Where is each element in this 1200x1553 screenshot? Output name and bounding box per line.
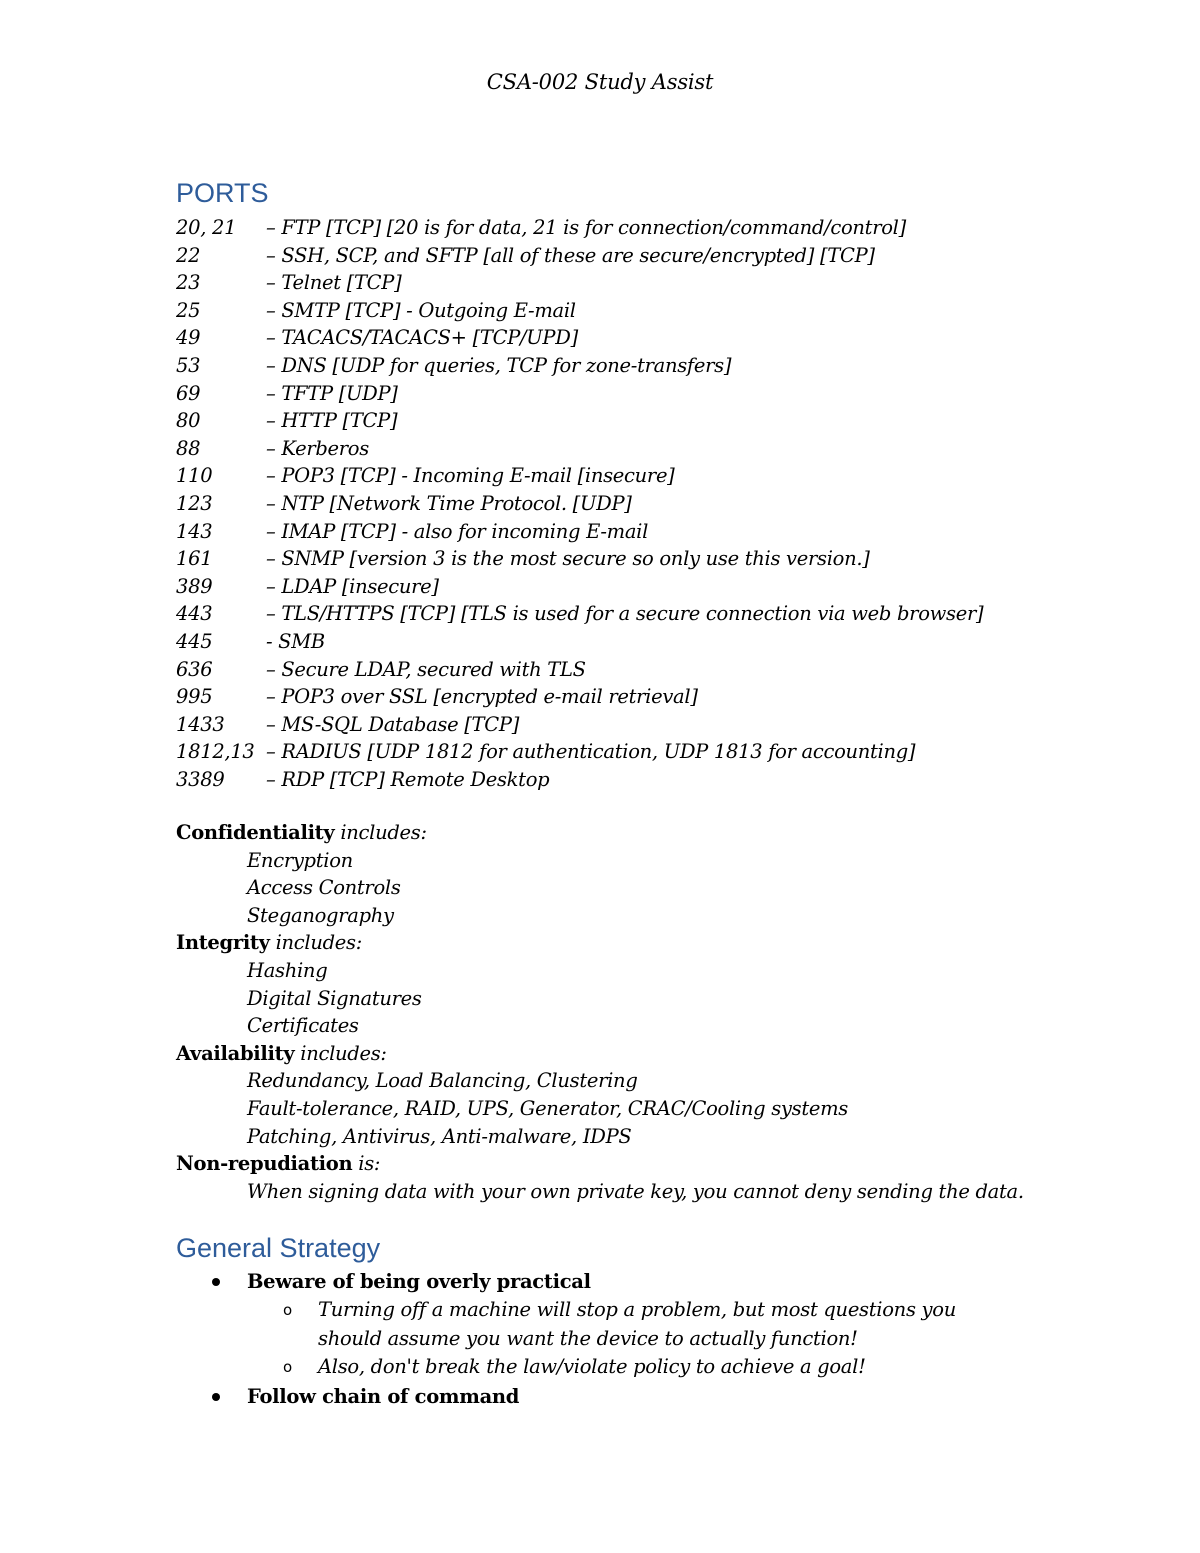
- bullet-dot-icon: [212, 1393, 220, 1401]
- cia-term: Availability: [176, 1041, 295, 1065]
- port-description: – IMAP [TCP] - also for incoming E-mail: [266, 519, 649, 543]
- cia-group-title: [176, 1150, 1076, 1178]
- port-row: [176, 269, 1056, 297]
- cia-group-title: [176, 1040, 1076, 1068]
- cia-term: Non-repudiation: [176, 1152, 353, 1176]
- strategy-list: [176, 1267, 1076, 1411]
- port-number: 22: [176, 243, 201, 267]
- port-description: - SMB: [266, 629, 325, 653]
- cia-term-suffix: includes:: [294, 1041, 387, 1065]
- port-description: – Telnet [TCP]: [266, 271, 402, 295]
- port-row: [176, 324, 1056, 352]
- cia-item: Redundancy, Load Balancing, Clustering: [247, 1069, 638, 1093]
- port-number: 161: [176, 547, 213, 571]
- port-row: [176, 545, 1056, 573]
- port-row: [176, 407, 1056, 435]
- port-row: [176, 297, 1056, 325]
- port-row: [176, 600, 1056, 628]
- port-row: [176, 435, 1056, 463]
- cia-group-title: [176, 819, 1076, 847]
- port-row: [176, 573, 1056, 601]
- port-row: [176, 490, 1056, 518]
- port-number: 49: [176, 326, 201, 350]
- strategy-bullet-text: Beware of being overly practical: [247, 1270, 591, 1293]
- port-row: [176, 214, 1056, 242]
- port-row: [176, 656, 1056, 684]
- port-description: – SMTP [TCP] - Outgoing E-mail: [266, 298, 576, 322]
- cia-term: Integrity: [176, 931, 270, 955]
- port-number: 143: [176, 519, 213, 543]
- circle-bullet-icon: o: [283, 1301, 292, 1319]
- port-description: – Secure LDAP, secured with TLS: [266, 657, 586, 681]
- port-number: 110: [176, 464, 213, 488]
- cia-item: Patching, Antivirus, Anti-malware, IDPS: [247, 1124, 632, 1148]
- ports-list: [176, 214, 1056, 793]
- port-number: 69: [176, 381, 201, 405]
- strategy-sub-bullet: [176, 1296, 1076, 1353]
- cia-item: Steganography: [247, 903, 394, 927]
- port-description: – RADIUS [UDP 1812 for authentication, UDP 1813 for accounting]: [266, 740, 916, 764]
- port-row: [176, 352, 1056, 380]
- port-row: [176, 628, 1056, 656]
- cia-item: Access Controls: [247, 876, 401, 900]
- cia-item: Certificates: [247, 1014, 359, 1038]
- cia-item: Digital Signatures: [247, 986, 422, 1010]
- port-description: – SNMP [version 3 is the most secure so only use this version.]: [266, 547, 870, 571]
- port-description: – Kerberos: [266, 436, 369, 460]
- port-description: – HTTP [TCP]: [266, 409, 398, 433]
- strategy-sub-bullet: [176, 1353, 1076, 1382]
- cia-term: Confidentiality: [176, 821, 335, 844]
- port-number: 1812,13: [176, 740, 255, 764]
- port-number: 88: [176, 436, 201, 460]
- port-number: 80: [176, 409, 201, 433]
- port-number: 3389: [176, 767, 225, 791]
- port-row: [176, 462, 1056, 490]
- port-description: – POP3 over SSL [encrypted e-mail retrieval]: [266, 685, 698, 709]
- port-number: 1433: [176, 712, 225, 736]
- bullet-dot-icon: [212, 1278, 220, 1286]
- general-strategy-heading: General Strategy: [176, 1233, 381, 1263]
- port-number: 443: [176, 602, 213, 626]
- port-row: [176, 380, 1056, 408]
- port-description: – SSH, SCP, and SFTP [all of these are secure/encrypted] [TCP]: [266, 243, 875, 267]
- port-description: – TACACS/TACACS+ [TCP/UPD]: [266, 326, 578, 350]
- cia-item: Hashing: [247, 958, 328, 982]
- strategy-bullet: [176, 1382, 1076, 1411]
- port-number: 25: [176, 298, 201, 322]
- cia-term-suffix: includes:: [334, 821, 427, 844]
- port-description: – NTP [Network Time Protocol. [UDP]: [266, 491, 632, 515]
- cia-term-suffix: includes:: [269, 931, 362, 955]
- port-row: [176, 518, 1056, 546]
- cia-item: Encryption: [247, 848, 353, 872]
- strategy-bullet-text: Follow chain of command: [247, 1384, 520, 1408]
- port-number: 389: [176, 574, 213, 598]
- port-description: – FTP [TCP] [20 is for data, 21 is for connection/command/control]: [266, 216, 906, 239]
- port-row: [176, 711, 1056, 739]
- port-number: 53: [176, 353, 201, 377]
- port-row: [176, 242, 1056, 270]
- strategy-sub-bullet-text: Also, don't break the law/violate policy to achieve a goal!: [318, 1355, 866, 1378]
- port-description: – LDAP [insecure]: [266, 574, 439, 598]
- port-description: – TFTP [UDP]: [266, 381, 398, 405]
- port-number: 23: [176, 271, 201, 295]
- port-number: 20, 21: [176, 216, 237, 239]
- port-description: – MS-SQL Database [TCP]: [266, 712, 520, 736]
- port-number: 995: [176, 685, 213, 709]
- port-number: 123: [176, 491, 213, 515]
- page-header-title: CSA-002 Study Assist: [486, 70, 714, 94]
- port-description: – POP3 [TCP] - Incoming E-mail [insecure]: [266, 464, 675, 488]
- port-row: [176, 766, 1056, 794]
- cia-item: Fault-tolerance, RAID, UPS, Generator, CRAC/Cooling systems: [247, 1096, 848, 1120]
- strategy-bullet: [176, 1267, 1076, 1296]
- ports-heading: PORTS: [176, 178, 269, 208]
- port-description: – TLS/HTTPS [TCP] [TLS is used for a secure connection via web browser]: [266, 602, 984, 626]
- strategy-sub-bullet-text: Turning off a machine will stop a problem, but most questions you should assume you want the device to actually function!: [318, 1298, 956, 1350]
- port-row: [176, 738, 1056, 766]
- cia-term-suffix: is:: [352, 1152, 381, 1176]
- circle-bullet-icon: o: [283, 1358, 292, 1376]
- cia-section: [176, 819, 1076, 1205]
- port-number: 445: [176, 629, 213, 653]
- port-number: 636: [176, 657, 213, 681]
- cia-group-title: [176, 929, 1076, 957]
- port-description: – DNS [UDP for queries, TCP for zone-transfers]: [266, 353, 732, 377]
- cia-item: When signing data with your own private key, you cannot deny sending the data.: [247, 1179, 1024, 1203]
- port-description: – RDP [TCP] Remote Desktop: [266, 767, 550, 791]
- port-row: [176, 683, 1056, 711]
